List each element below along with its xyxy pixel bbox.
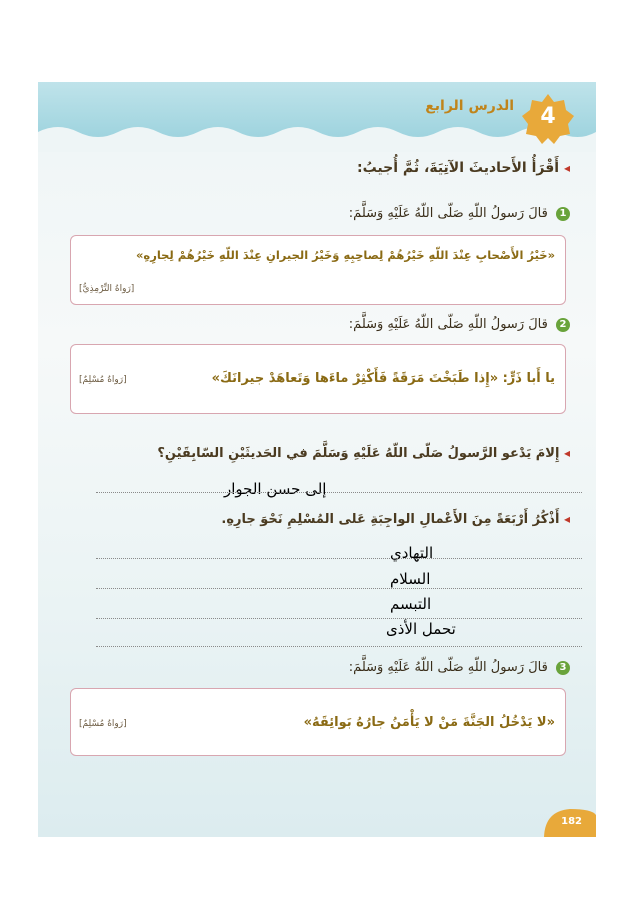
- hadith-3-text: «لا يَدْخُلُ الجَنَّةَ مَنْ لا يَأْمَنُ جارُهُ بَوائِقَهُ»: [303, 715, 555, 730]
- item-number-3: 3: [556, 661, 570, 675]
- answer-2-2: السلام: [390, 570, 431, 588]
- question-2-text: أَذْكُرُ أَرْبَعَةً مِنَ الأَعْمالِ الواجِبَةِ عَلى المُسْلِمِ نَحْوَ جارِهِ.: [221, 512, 560, 527]
- hadith-2-narrator: [رَواهُ مُسْلِمٌ]: [79, 375, 127, 385]
- header-wave: [38, 122, 596, 152]
- textbook-page: [38, 82, 596, 837]
- item-1-intro: [349, 206, 570, 221]
- answer-line: [96, 618, 582, 619]
- answer-2-3: التبسم: [390, 595, 432, 613]
- hadith-1-narrator: [رَواهُ التِّرْمِذِيُّ]: [79, 284, 135, 294]
- item-3-intro: [349, 660, 570, 675]
- hadith-box-2: [70, 344, 566, 414]
- item-1-intro-text: قالَ رَسولُ اللّهِ صَلّى اللّهُ عَلَيْهِ وَسَلَّمَ:: [348, 206, 548, 221]
- bullet-icon: ◂: [563, 512, 570, 526]
- hadith-box-1: [70, 235, 566, 305]
- answer-line: [96, 558, 582, 559]
- answer-1: إلى حسن الجوار: [224, 480, 327, 498]
- question-2: [221, 512, 570, 527]
- lesson-number: 4: [540, 104, 556, 129]
- question-1: [157, 446, 570, 461]
- page-number: 182: [561, 816, 582, 827]
- bullet-icon: ◂: [563, 161, 570, 175]
- item-2-intro-text: قالَ رَسولُ اللّهِ صَلّى اللّهُ عَلَيْهِ وَسَلَّمَ:: [348, 317, 548, 332]
- instruction: [357, 160, 570, 176]
- answer-line: [96, 646, 582, 647]
- answer-line: [96, 492, 582, 493]
- hadith-2-text: يا أَبا ذَرٍّ: «إِذا طَبَخْتَ مَرَقَةً فَأَكْثِرْ ماءَها وَتَعاهَدْ جيرانَكَ»: [211, 371, 555, 386]
- hadith-3-narrator: [رَواهُ مُسْلِمٌ]: [79, 719, 127, 729]
- item-3-intro-text: قالَ رَسولُ اللّهِ صَلّى اللّهُ عَلَيْهِ وَسَلَّمَ:: [348, 660, 548, 675]
- hadith-box-3: [70, 688, 566, 756]
- hadith-1-text: «خَيْرُ الأَصْحابِ عِنْدَ اللّهِ خَيْرُهُمْ لِصاحِبِهِ وَخَيْرُ الجيرانِ عِنْدَ اللّهِ خَيْرُهُمْ لِجارِهِ»: [135, 248, 555, 262]
- answer-2-4: تحمل الأذى: [386, 620, 456, 638]
- item-number-1: 1: [556, 207, 570, 221]
- answer-line: [96, 588, 582, 589]
- answer-2-1: التهادي: [390, 544, 434, 562]
- lesson-title: الدرس الرابع: [425, 98, 514, 114]
- bullet-icon: ◂: [563, 446, 570, 460]
- item-2-intro: [349, 317, 570, 332]
- question-1-text: إِلامَ يَدْعو الرَّسولُ صَلّى اللّهُ عَلَيْهِ وَسَلَّمَ في الحَديثَيْنِ السّابِقَيْنِ؟: [157, 446, 560, 461]
- item-number-2: 2: [556, 318, 570, 332]
- instruction-text: أَقْرَأُ الأَحاديثَ الآتِيَةَ، ثُمَّ أُجيبُ:: [357, 160, 560, 176]
